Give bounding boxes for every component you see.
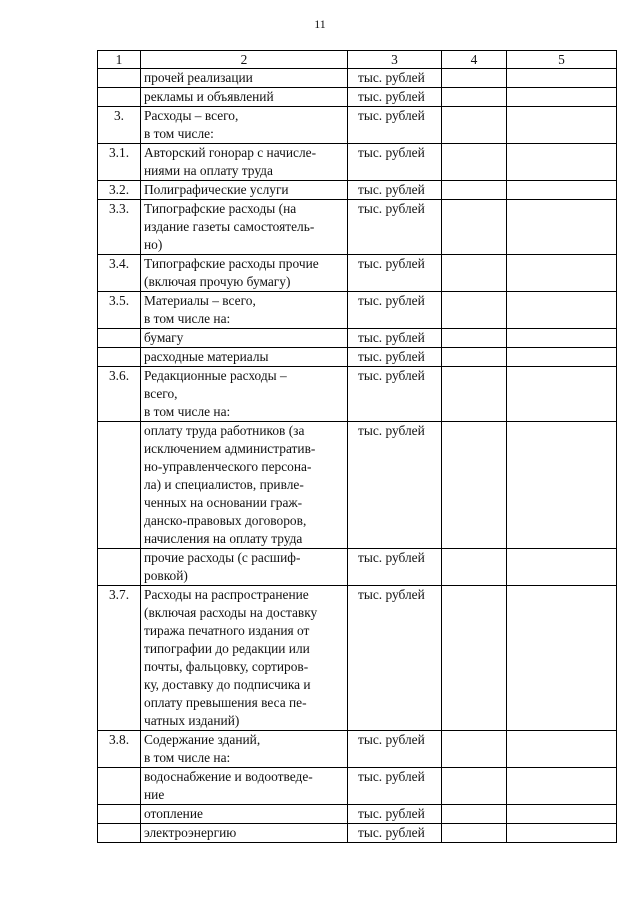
row-value-cell-5 <box>507 731 617 768</box>
row-value-cell-5 <box>507 768 617 805</box>
row-number-cell: 3.8. <box>98 731 141 768</box>
row-value-cell-5 <box>507 824 617 843</box>
row-number-cell <box>98 824 141 843</box>
row-value-cell-5 <box>507 805 617 824</box>
row-unit-cell: тыс. рублей <box>348 768 442 805</box>
row-value-cell-4 <box>442 329 507 348</box>
row-value-cell-4 <box>442 586 507 731</box>
table-row <box>98 181 617 200</box>
row-value-cell-4 <box>442 181 507 200</box>
row-value-cell-5 <box>507 69 617 88</box>
row-number-cell <box>98 348 141 367</box>
row-value-cell-5 <box>507 422 617 549</box>
row-unit-cell: тыс. рублей <box>348 348 442 367</box>
table-row <box>98 367 617 422</box>
table-row <box>98 329 617 348</box>
table-row <box>98 107 617 144</box>
row-value-cell-4 <box>442 768 507 805</box>
row-value-cell-5 <box>507 144 617 181</box>
row-unit-cell: тыс. рублей <box>348 329 442 348</box>
row-name-cell: прочей реализации <box>141 69 348 88</box>
row-value-cell-5 <box>507 181 617 200</box>
row-name-cell: электроэнергию <box>141 824 348 843</box>
row-name-cell: Материалы – всего, в том числе на: <box>141 292 348 329</box>
row-unit-cell: тыс. рублей <box>348 107 442 144</box>
row-name-cell: расходные материалы <box>141 348 348 367</box>
row-unit-cell: тыс. рублей <box>348 181 442 200</box>
row-unit-cell: тыс. рублей <box>348 805 442 824</box>
row-name-cell: рекламы и объявлений <box>141 88 348 107</box>
row-name-cell: Полиграфические услуги <box>141 181 348 200</box>
row-value-cell-4 <box>442 69 507 88</box>
table-row <box>98 144 617 181</box>
header-cell-4: 4 <box>442 51 507 69</box>
row-name-cell: Авторский гонорар с начисле- ниями на оплату труда <box>141 144 348 181</box>
table-row <box>98 731 617 768</box>
table-row <box>98 805 617 824</box>
row-value-cell-4 <box>442 107 507 144</box>
row-value-cell-4 <box>442 88 507 107</box>
row-name-cell: Расходы – всего, в том числе: <box>141 107 348 144</box>
row-value-cell-4 <box>442 200 507 255</box>
row-value-cell-4 <box>442 144 507 181</box>
row-unit-cell: тыс. рублей <box>348 731 442 768</box>
row-name-cell: водоснабжение и водоотведе- ние <box>141 768 348 805</box>
row-value-cell-4 <box>442 292 507 329</box>
row-unit-cell: тыс. рублей <box>348 824 442 843</box>
row-value-cell-5 <box>507 329 617 348</box>
row-value-cell-5 <box>507 586 617 731</box>
table-row <box>98 69 617 88</box>
row-unit-cell: тыс. рублей <box>348 200 442 255</box>
row-value-cell-5 <box>507 348 617 367</box>
table-row <box>98 255 617 292</box>
row-unit-cell: тыс. рублей <box>348 255 442 292</box>
row-unit-cell: тыс. рублей <box>348 69 442 88</box>
header-cell-2: 2 <box>141 51 348 69</box>
row-value-cell-5 <box>507 292 617 329</box>
row-value-cell-5 <box>507 88 617 107</box>
row-number-cell <box>98 768 141 805</box>
row-name-cell: отопление <box>141 805 348 824</box>
row-number-cell: 3.7. <box>98 586 141 731</box>
row-number-cell <box>98 88 141 107</box>
row-name-cell: оплату труда работников (за исключением административ- но-управленческого персона- ла) и специалистов, привле- ченных на основании граж- данско-правовых договоров, начисления на оплату труда <box>141 422 348 549</box>
row-value-cell-5 <box>507 255 617 292</box>
row-unit-cell: тыс. рублей <box>348 292 442 329</box>
row-number-cell: 3.6. <box>98 367 141 422</box>
row-name-cell: Типографские расходы прочие (включая прочую бумагу) <box>141 255 348 292</box>
row-unit-cell: тыс. рублей <box>348 144 442 181</box>
table-row <box>98 292 617 329</box>
table-row <box>98 88 617 107</box>
row-name-cell: бумагу <box>141 329 348 348</box>
row-value-cell-4 <box>442 348 507 367</box>
row-name-cell: Содержание зданий, в том числе на: <box>141 731 348 768</box>
header-cell-1: 1 <box>98 51 141 69</box>
table-row <box>98 200 617 255</box>
page-number: 11 <box>314 17 326 31</box>
row-name-cell: Типографские расходы (на издание газеты самостоятель- но) <box>141 200 348 255</box>
row-unit-cell: тыс. рублей <box>348 549 442 586</box>
row-number-cell: 3.4. <box>98 255 141 292</box>
row-value-cell-5 <box>507 200 617 255</box>
row-number-cell <box>98 329 141 348</box>
row-value-cell-4 <box>442 824 507 843</box>
header-cell-3: 3 <box>348 51 442 69</box>
row-value-cell-4 <box>442 422 507 549</box>
row-number-cell <box>98 549 141 586</box>
table-row <box>98 768 617 805</box>
row-unit-cell: тыс. рублей <box>348 586 442 731</box>
row-value-cell-5 <box>507 367 617 422</box>
table-row <box>98 586 617 731</box>
row-number-cell: 3.5. <box>98 292 141 329</box>
table-row <box>98 549 617 586</box>
row-number-cell: 3.3. <box>98 200 141 255</box>
row-name-cell: прочие расходы (с расшиф- ровкой) <box>141 549 348 586</box>
row-value-cell-4 <box>442 805 507 824</box>
report-table <box>97 50 617 843</box>
row-value-cell-4 <box>442 255 507 292</box>
table-body <box>98 51 617 843</box>
row-name-cell: Расходы на распространение (включая расходы на доставку тиража печатного издания от типографии до редакции или почты, фальцовку, сортиров- ку, доставку до подписчика и оплату превышения веса пе- чатных изданий) <box>141 586 348 731</box>
row-unit-cell: тыс. рублей <box>348 367 442 422</box>
row-value-cell-4 <box>442 367 507 422</box>
header-cell-5: 5 <box>507 51 617 69</box>
row-number-cell <box>98 69 141 88</box>
row-value-cell-5 <box>507 107 617 144</box>
row-name-cell: Редакционные расходы – всего, в том числе на: <box>141 367 348 422</box>
row-value-cell-5 <box>507 549 617 586</box>
row-value-cell-4 <box>442 731 507 768</box>
row-number-cell: 3.2. <box>98 181 141 200</box>
table-row <box>98 422 617 549</box>
header-row <box>98 51 617 69</box>
row-number-cell <box>98 422 141 549</box>
table-row <box>98 824 617 843</box>
row-number-cell: 3. <box>98 107 141 144</box>
row-number-cell: 3.1. <box>98 144 141 181</box>
row-unit-cell: тыс. рублей <box>348 422 442 549</box>
table-row <box>98 348 617 367</box>
row-unit-cell: тыс. рублей <box>348 88 442 107</box>
row-value-cell-4 <box>442 549 507 586</box>
row-number-cell <box>98 805 141 824</box>
